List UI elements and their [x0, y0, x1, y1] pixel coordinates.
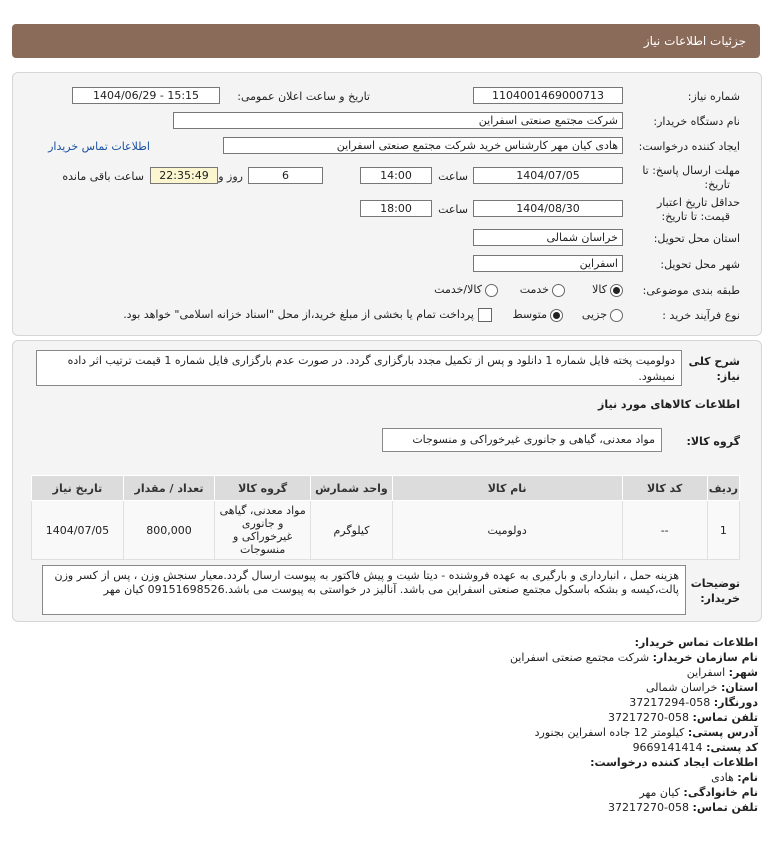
buyer-label: نام دستگاه خریدار: — [653, 115, 740, 128]
col-group: گروه کالا — [215, 476, 311, 501]
category-both-radio[interactable] — [485, 284, 498, 297]
contact-title: اطلاعات تماس خریدار: — [634, 636, 758, 649]
goods-section-title: اطلاعات کالاهای مورد نیاز — [598, 398, 740, 411]
validity-date-field[interactable]: 1404/08/30 — [473, 200, 623, 217]
announce-label: تاریخ و ساعت اعلان عمومی: — [237, 90, 370, 103]
creator-field[interactable]: هادی کیان مهر کارشناس خرید شرکت مجتمع صنعتی اسفراین — [223, 137, 623, 154]
validity-label-2: قیمت: تا تاریخ: — [661, 210, 730, 223]
notes-text: هزینه حمل ، انبارداری و بارگیری به عهده فروشنده - دیتا شیت و پیش فاکتور به پیوست ارسال گردد.معیار سنجش وزن ، پس از کسر وزن پالت،کیسه و بشکه باسکول مجتمع صنعتی اسفراین می باشد. آنالیز در خواستی به پیوست می باشد.09151698526 کیان مهر — [42, 565, 686, 615]
contact-postal: کد پستی: 9669141414 — [632, 741, 758, 754]
contact-phone: تلفن تماس: 058-37217270 — [608, 711, 758, 724]
process-label: نوع فرآیند خرید : — [662, 309, 740, 322]
contact-fax: دورنگار: 058-37217294 — [629, 696, 758, 709]
creator-title: اطلاعات ایجاد کننده درخواست: — [590, 756, 758, 769]
cell-row: 1 — [707, 501, 739, 560]
deadline-label-2: تاریخ: — [704, 178, 730, 191]
validity-time-field[interactable]: 18:00 — [360, 200, 432, 217]
category-label: طبقه بندی موضوعی: — [642, 284, 740, 297]
creator-name: نام: هادی — [711, 771, 758, 784]
table-row — [32, 501, 740, 560]
cell-name: دولومیت — [392, 501, 622, 560]
col-row: ردیف — [707, 476, 739, 501]
process-partial-label: جزیی — [581, 308, 607, 321]
col-name: نام کالا — [392, 476, 622, 501]
creator-family: نام خانوادگی: کیان مهر — [639, 786, 758, 799]
category-service-radio[interactable] — [552, 284, 565, 297]
category-both-label: کالا/خدمت — [434, 283, 482, 296]
col-unit: واحد شمارش — [311, 476, 392, 501]
creator-label: ایجاد کننده درخواست: — [638, 140, 740, 153]
cell-group: مواد معدنی، گیاهی و جانوری غیرخوراکی و منسوجات — [215, 501, 311, 560]
page-header — [12, 24, 760, 58]
cell-code: -- — [622, 501, 707, 560]
remaining-time-field: 22:35:49 — [150, 167, 218, 184]
process-medium-label: متوسط — [512, 308, 547, 321]
buyer-field[interactable]: شرکت مجتمع صنعتی اسفراین — [173, 112, 623, 129]
notes-label-1: توضیحات — [690, 577, 740, 590]
contact-address: آدرس پستی: کیلومتر 12 جاده اسفراین بجنورد — [534, 726, 758, 739]
cell-qty: 800,000 — [123, 501, 214, 560]
days-field[interactable]: 6 — [248, 167, 323, 184]
need-number-label: شماره نیاز: — [687, 90, 740, 103]
goods-group-label: گروه کالا: — [686, 435, 740, 448]
cell-unit: کیلوگرم — [311, 501, 392, 560]
cell-date: 1404/07/05 — [32, 501, 124, 560]
col-qty: تعداد / مقدار — [123, 476, 214, 501]
page-title: جزئیات اطلاعات نیاز — [643, 34, 746, 48]
goods-group-field: مواد معدنی، گیاهی و جانوری غیرخوراکی و منسوجات — [382, 428, 662, 452]
summary-label-2: نیاز: — [716, 370, 740, 383]
summary-text: دولومیت پخته فایل شماره 1 دانلود و پس از تکمیل مجدد بارگزاری گردد. در صورت عدم بارگزاری فایل شماره 1 قیمت ترتیب اثر داده نمیشود. — [36, 350, 682, 386]
payment-note: پرداخت تمام یا بخشی از مبلغ خرید،از محل "اسناد خزانه اسلامی" خواهد بود. — [123, 308, 474, 321]
days-label: روز و — [218, 170, 243, 183]
summary-label-1: شرح کلی — [688, 355, 740, 368]
category-goods-radio[interactable] — [610, 284, 623, 297]
process-partial-radio[interactable] — [610, 309, 623, 322]
process-medium-radio[interactable] — [550, 309, 563, 322]
validity-label-1: حداقل تاریخ اعتبار — [656, 196, 740, 209]
remaining-label: ساعت باقی مانده — [62, 170, 144, 183]
deadline-label-1: مهلت ارسال پاسخ: تا — [642, 164, 740, 177]
treasury-checkbox[interactable] — [478, 308, 492, 322]
city-field[interactable]: اسفراین — [473, 255, 623, 272]
col-date: تاریخ نیاز — [32, 476, 124, 501]
contact-org: نام سازمان خریدار: شرکت مجتمع صنعتی اسفراین — [509, 651, 758, 664]
announce-field[interactable]: 1404/06/29 - 15:15 — [72, 87, 220, 104]
deadline-time-field[interactable]: 14:00 — [360, 167, 432, 184]
creator-phone: تلفن تماس: 058-37217270 — [608, 801, 758, 814]
province-label: استان محل تحویل: — [653, 232, 740, 245]
contact-province: استان: خراسان شمالی — [645, 681, 758, 694]
validity-time-label: ساعت — [438, 203, 468, 216]
province-field[interactable]: خراسان شمالی — [473, 229, 623, 246]
buyer-contact-link[interactable]: اطلاعات تماس خریدار — [48, 140, 150, 153]
notes-label-2: خریدار: — [700, 592, 740, 605]
goods-table — [31, 475, 740, 560]
deadline-date-field[interactable]: 1404/07/05 — [473, 167, 623, 184]
contact-city: شهر: اسفراین — [686, 666, 758, 679]
deadline-time-label: ساعت — [438, 170, 468, 183]
category-service-label: خدمت — [519, 283, 549, 296]
category-goods-label: کالا — [592, 283, 607, 296]
city-label: شهر محل تحویل: — [660, 258, 740, 271]
col-code: کد کالا — [622, 476, 707, 501]
need-number-field[interactable]: 1104001469000713 — [473, 87, 623, 104]
